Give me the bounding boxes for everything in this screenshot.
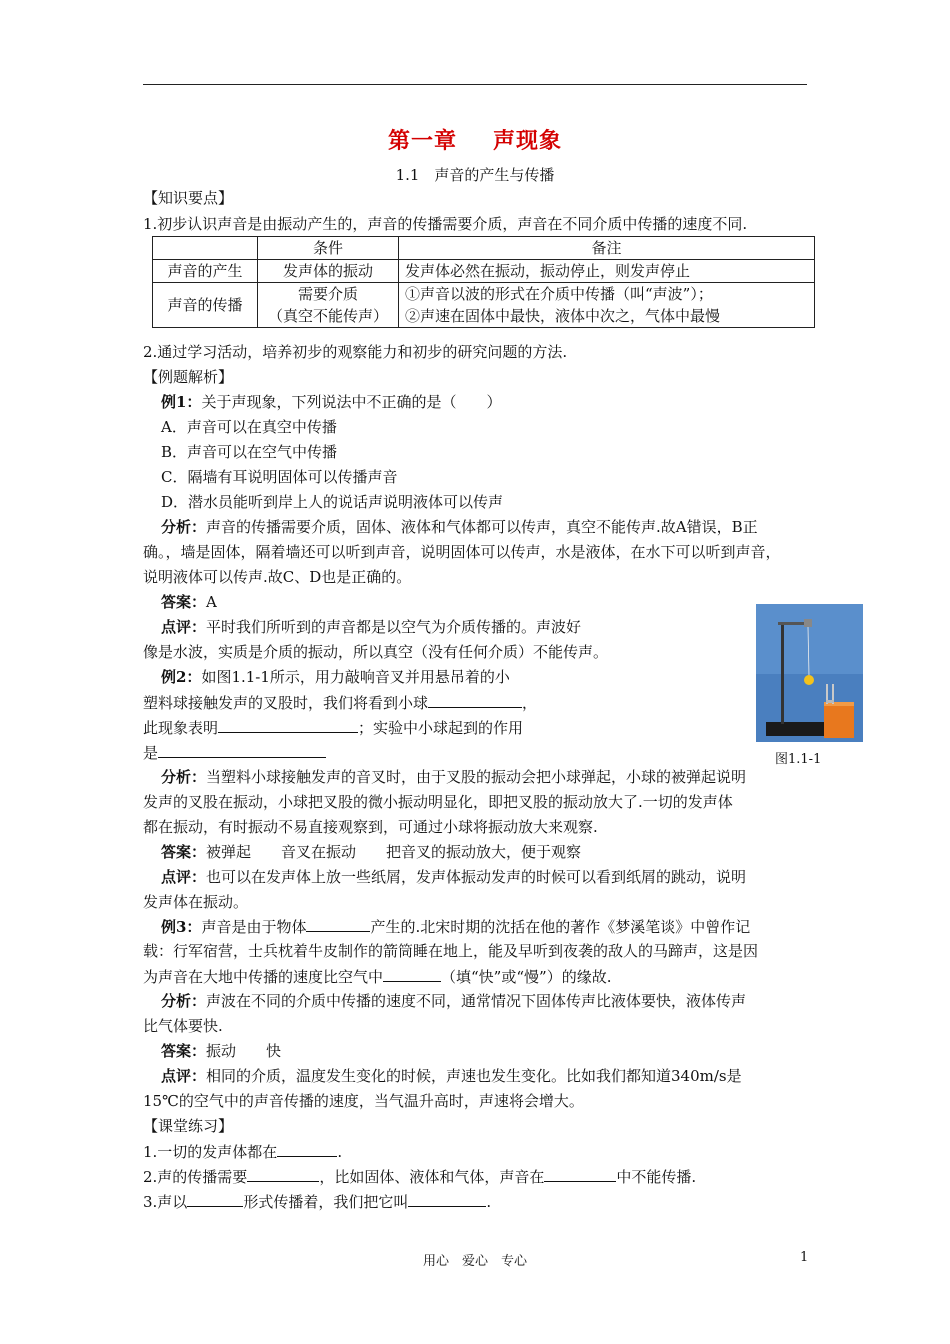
header-rule <box>143 84 807 85</box>
answer-blank[interactable] <box>428 692 522 708</box>
chapter-title: 第一章 声现象 <box>387 128 563 154</box>
practice-1: 1.一切的发声体都在 . <box>143 1143 343 1161</box>
table-row <box>153 260 815 283</box>
heading-knowledge: 【知识要点】 <box>143 189 234 207</box>
analysis-line: 说明液体可以传声.故C、D也是正确的。 <box>143 568 412 586</box>
table-cell: 需要介质 （真空不能传声） <box>258 283 399 328</box>
analysis-line: 比气体要快. <box>143 1017 223 1035</box>
example-3-comment: 点评：相同的介质，温度发生变化的时候，声速也发生变化。比如我们都知道340m/s是 <box>161 1067 742 1085</box>
example-3-question: 例3：声音是由于物体 产生的.北宋时期的沈括在他的著作《梦溪笔谈》中曾作记 <box>161 918 751 936</box>
answer-blank[interactable] <box>544 1166 616 1182</box>
page-footer: 用心 爱心 专心 <box>422 1254 527 1269</box>
question-line: 为声音在大地中传播的速度比空气中 （填“快”或“慢”）的缘故. <box>143 968 612 986</box>
question-line: 塑料球接触发声的叉股时，我们将看到小球 ， <box>143 694 538 712</box>
section-title: 1.1 声音的产生与传播 <box>395 166 555 184</box>
table-cell: ①声音以波的形式在介质中传播（叫“声波”）； ②声速在固体中最快，液体中次之，气体中最慢 <box>399 283 815 328</box>
option-c: C．隔墙有耳说明固体可以传播声音 <box>161 468 398 486</box>
knowledge-point-2: 2.通过学习活动，培养初步的观察能力和初步的研究问题的方法. <box>143 343 568 361</box>
comment-line: 发声体在振动。 <box>143 893 249 911</box>
example-2-answer: 答案：被弹起 音叉在振动 把音叉的振动放大，便于观察 <box>161 843 582 861</box>
figure-caption: 图1.1-1 <box>775 752 822 767</box>
table-row <box>153 283 815 328</box>
heading-examples: 【例题解析】 <box>143 368 234 386</box>
table-cell: 声音的传播 <box>153 283 258 328</box>
knowledge-point-1: 1.初步认识声音是由振动产生的，声音的传播需要介质，声音在不同介质中传播的速度不同. <box>143 215 748 233</box>
example-2-question: 例2：如图1.1-1所示，用力敲响音叉并用悬吊着的小 <box>161 668 510 686</box>
analysis-line: 确。，墙是固体，隔着墙还可以听到声音，说明固体可以传声，水是液体，在水下可以听到声音， <box>143 543 781 561</box>
comment-line: 像是水波，实质是介质的振动，所以真空（没有任何介质）不能传声。 <box>143 643 609 661</box>
analysis-line: 都在振动，有时振动不易直接观察到，可通过小球将振动放大来观察. <box>143 818 598 836</box>
example-1-question: 例1：关于声现象，下列说法中不正确的是（ ） <box>161 393 502 411</box>
knowledge-table <box>152 236 815 328</box>
question-line: 此现象表明 ；实验中小球起到的作用 <box>143 719 524 737</box>
tuning-fork-experiment-illustration <box>756 604 863 742</box>
answer-blank[interactable] <box>187 1191 243 1207</box>
option-d: D．潜水员能听到岸上人的说话声说明液体可以传声 <box>161 493 504 511</box>
table-header-row <box>153 237 815 260</box>
answer-blank[interactable] <box>408 1191 486 1207</box>
analysis-line: 发声的叉股在振动，小球把叉股的微小振动明显化，即把叉股的振动放大了.一切的发声体 <box>143 793 733 811</box>
option-a: A．声音可以在真空中传播 <box>161 418 337 436</box>
table-cell: 发声体的振动 <box>258 260 399 283</box>
question-line: 是 <box>143 742 326 763</box>
table-header: 条件 <box>258 237 399 260</box>
tuning-fork-experiment-image <box>756 604 863 742</box>
example-1-analysis: 分析：声音的传播需要介质，固体、液体和气体都可以传声，真空不能传声.故A错误，B正 <box>161 518 758 536</box>
example-2-analysis: 分析：当塑料小球接触发声的音叉时，由于叉股的振动会把小球弹起，小球的被弹起说明 <box>161 768 747 786</box>
practice-2: 2.声的传播需要 ，比如固体、液体和气体，声音在 中不能传播. <box>143 1168 697 1186</box>
comment-line: 15℃的空气中的声音传播的速度，当气温升高时，声速将会增大。 <box>143 1092 584 1110</box>
page-number: 1 <box>800 1250 809 1265</box>
example-1-comment: 点评：平时我们所听到的声音都是以空气为介质传播的。声波好 <box>161 618 582 636</box>
example-3-answer: 答案：振动 快 <box>161 1042 282 1060</box>
answer-blank[interactable] <box>247 1166 319 1182</box>
example-1-answer: 答案：A <box>161 593 217 611</box>
question-line: 载：行军宿营，士兵枕着牛皮制作的箭筒睡在地上，能及早听到夜袭的敌人的马蹄声，这是因 <box>143 942 759 960</box>
answer-blank[interactable] <box>306 916 370 932</box>
answer-blank[interactable] <box>218 717 358 733</box>
answer-blank[interactable] <box>277 1141 337 1157</box>
table-cell: 声音的产生 <box>153 260 258 283</box>
answer-blank[interactable] <box>383 966 441 982</box>
answer-blank[interactable] <box>158 742 326 758</box>
option-b: B．声音可以在空气中传播 <box>161 443 338 461</box>
example-3-analysis: 分析：声波在不同的介质中传播的速度不同，通常情况下固体传声比液体要快，液体传声 <box>161 992 747 1010</box>
table-header: 备注 <box>399 237 815 260</box>
example-2-comment: 点评：也可以在发声体上放一些纸屑，发声体振动发声的时候可以看到纸屑的跳动，说明 <box>161 868 747 886</box>
practice-3: 3.声以 形式传播着，我们把它叫 . <box>143 1193 492 1211</box>
table-cell: 发声体必然在振动，振动停止，则发声停止 <box>399 260 815 283</box>
heading-practice: 【课堂练习】 <box>143 1117 234 1135</box>
